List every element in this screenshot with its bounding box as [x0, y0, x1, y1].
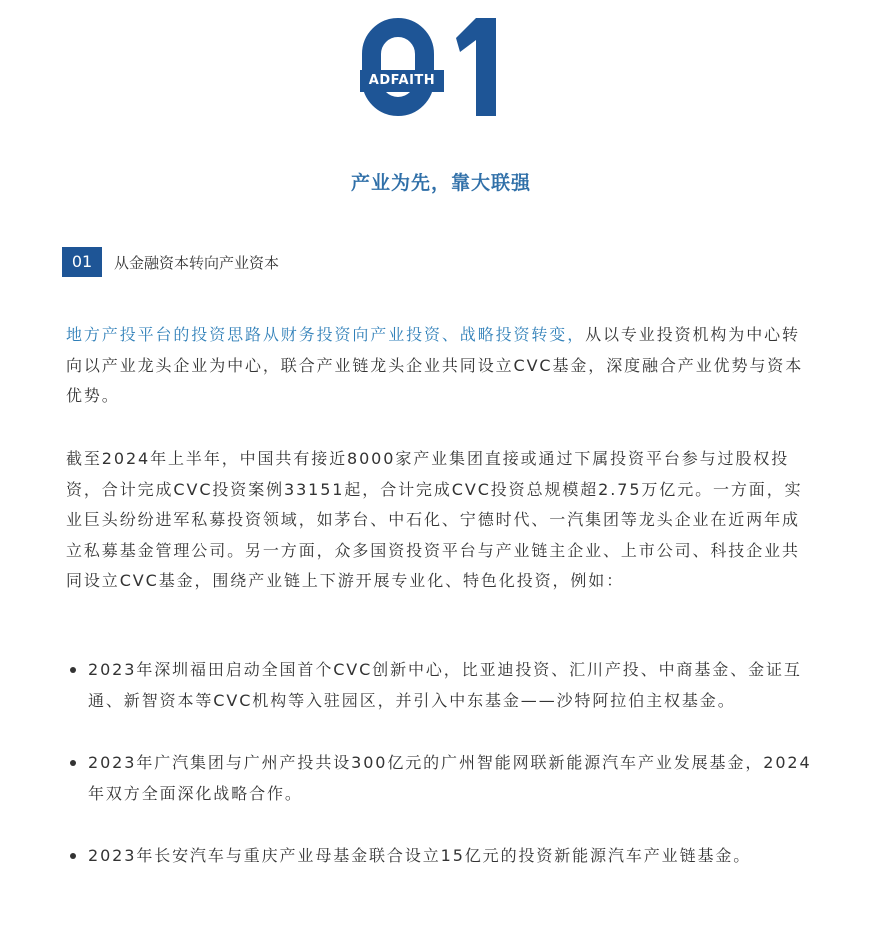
paragraph-1-highlight: 地方产投平台的投资思路从财务投资向产业投资、战略投资转变，	[66, 325, 586, 344]
list-item-text: 2023年长安汽车与重庆产业母基金联合设立15亿元的投资新能源汽车产业链基金。	[88, 846, 752, 865]
list-item	[66, 655, 816, 716]
paragraph-2: 截至2024年上半年，中国共有接近8000家产业集团直接或通过下属投资平台参与过股权投资，合计完成CVC投资案例33151起，合计完成CVC投资总规模超2.75万亿元。一方面，实业巨头纷纷进军私募投资领域，如茅台、中石化、宁德时代、一汽集团等龙头企业在近两年成立私募基金管理公司。另一方面，众多国资投资平台与产业链主企业、上市公司、科技企业共同设立CVC基金，围绕产业链上下游开展专业化、特色化投资，例如：	[66, 449, 803, 590]
paragraph-1-rest: 从以专业投资机构为中心转向以产业龙头企业为中心，联合产业链龙头企业共同设立CVC基金，深度融合产业优势与资本优势。	[66, 325, 804, 405]
list-item-text: 2023年深圳福田启动全国首个CVC创新中心，比亚迪投资、汇川产投、中商基金、金证互通、新智资本等CVC机构等入驻园区，并引入中东基金——沙特阿拉伯主权基金。	[88, 660, 802, 710]
section-heading	[62, 247, 279, 277]
bullet-dot-icon	[70, 667, 76, 673]
list-item	[66, 748, 816, 809]
list-item-text: 2023年广汽集团与广州产投共设300亿元的广州智能网联新能源汽车产业发展基金，2024年双方全面深化战略合作。	[88, 753, 812, 803]
section-title: 从金融资本转向产业资本	[114, 253, 280, 272]
bullet-dot-icon	[70, 853, 76, 859]
section-number-badge: 01	[62, 247, 102, 277]
paragraph-1	[66, 320, 816, 412]
logo-one-glyph	[450, 18, 500, 116]
list-item	[66, 841, 816, 872]
adfaith-logo	[360, 16, 510, 120]
example-list	[66, 655, 816, 904]
logo-zero-ring	[362, 18, 434, 116]
logo-brand-text: ADFAITH	[360, 70, 444, 92]
bullet-dot-icon	[70, 760, 76, 766]
section-subtitle: 产业为先，靠大联强	[350, 172, 531, 194]
